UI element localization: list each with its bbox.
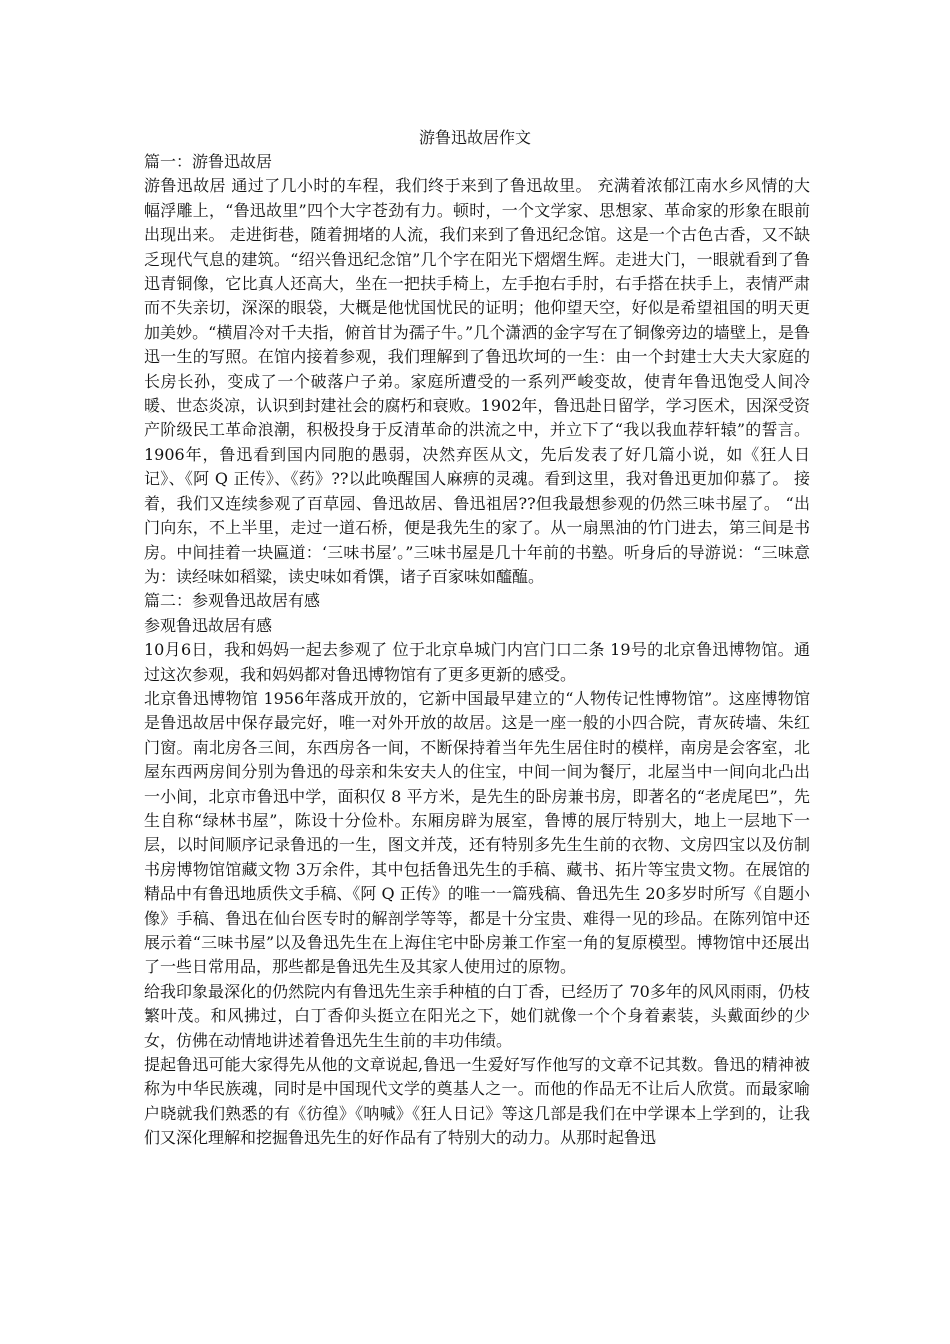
section-2-paragraph: 给我印象最深化的仍然院内有鲁迅先生亲手种植的白丁香，已经历了 70多年的风风雨雨，仍枝繁叶茂。和风拂过，白丁香仰头挺立在阳光之下，她们就像一个个身着素装，头戴面纱的少女，仿佛在动情地讲述着鲁迅先生生前的丰功伟绩。 <box>144 981 810 1050</box>
section-2-paragraph: 北京鲁迅博物馆 1956年落成开放的，它新中国最早建立的“人物传记性博物馆”。这座博物馆是鲁迅故居中保存最完好，唯一对外开放的故居。这是一座一般的小四合院，青灰砖墙、朱红门窗。南北房各三间，东西房各一间，不断保持着当年先生居住时的模样，南房是会客室，北屋东西两房间分别为鲁迅的母亲和朱安夫人的住宝，中间一间为餐厅，北屋当中一间向北凸出一小间，北京市鲁迅中学，面积仅 8 平方米，是先生的卧房兼书房，即著名的“老虎尾巴”，先生自称“绿林书屋”，陈设十分俭朴。东厢房辟为展室，鲁博的展厅特别大，地上一层地下一层，以时间顺序记录鲁迅的一生，图文并茂，还有特别多先生生前的衣物、文房四宝以及仿制书房博物馆馆藏文物 3万余件，其中包括鲁迅先生的手稿、藏书、拓片等宝贵文物。在展馆的精品中有鲁迅地质佚文手稿、《阿 Q 正传》的唯一一篇残稿、鲁迅先生 20多岁时所写《自题小像》手稿、鲁迅在仙台医专时的解剖学等等，都是十分宝贵、难得一见的珍品。在陈列馆中还展示着“三味书屋”以及鲁迅先生在上海住宅中卧房兼工作室一角的复原模型。博物馆中还展出了一些日常用品，那些都是鲁迅先生及其家人使用过的原物。 <box>144 688 810 977</box>
document-body <box>144 150 810 1151</box>
document-title: 游鲁迅故居作文 <box>418 128 531 147</box>
section-2-paragraph: 10月6日，我和妈妈一起去参观了 位于北京阜城门内宫门口二条 19号的北京鲁迅博物馆。通过这次参观，我和妈妈都对鲁迅博物馆有了更多更新的感受。 <box>144 640 810 684</box>
section-heading-2: 篇二：参观鲁迅故居有感 <box>144 591 321 611</box>
section-2-subtitle: 参观鲁迅故居有感 <box>144 615 273 635</box>
section-heading-1: 篇一：游鲁迅故居 <box>144 152 273 171</box>
section-2-paragraph: 提起鲁迅可能大家得先从他的文章说起,鲁迅一生爱好写作他写的文章不记其数。鲁迅的精神被称为中华民族魂，同时是中国现代文学的奠基人之一。而他的作品无不让后人欣赏。而最家喻户晓就我们熟悉的有《彷徨》《呐喊》《狂人日记》等这几部是我们在中学课本上学到的，让我们又深化理解和挖掘鲁迅先生的好作品有了特别大的动力。从那时起鲁迅 <box>144 1055 810 1148</box>
section-1-paragraph: 游鲁迅故居 通过了几小时的车程，我们终于来到了鲁迅故里。 充满着浓郁江南水乡风情的大幅浮雕上，“鲁迅故里”四个大字苍劲有力。顿时，一个文学家、思想家、革命家的形象在眼前出现出来。 走进街巷，随着拥堵的人流，我们来到了鲁迅纪念馆。这是一个古色古香，又不缺乏现代气息的建筑。“绍兴鲁迅纪念馆”几个字在阳光下熠熠生辉。走进大门，一眼就看到了鲁迅青铜像，它比真人还高大，坐在一把扶手椅上，左手抱右手肘，右手搭在扶手上，表情严肃而不失亲切，深深的眼袋，大概是他忧国忧民的证明；他仰望天空，好似是希望祖国的明天更加美妙。“横眉冷对千夫指，俯首甘为孺子牛。”几个潇洒的金字写在了铜像旁边的墙壁上，是鲁迅一生的写照。在馆内接着参观，我们理解到了鲁迅坎坷的一生：由一个封建士大夫大家庭的长房长孙，变成了一个破落户子弟。家庭所遭受的一系列严峻变故，使青年鲁迅饱受人间冷暖、世态炎凉，认识到封建社会的腐朽和衰败。1902年，鲁迅赴日留学，学习医术，因深受资产阶级民工革命浪潮，积极投身于反清革命的洪流之中，并立下了“我以我血荐轩辕”的誓言。1906年，鲁迅看到国内同胞的愚弱，决然弃医从文，先后发表了好几篇小说，如《狂人日记》、《阿 Q 正传》、《药》??以此唤醒国人麻痹的灵魂。看到这里，我对鲁迅更加仰慕了。 接着，我们又连续参观了百草园、鲁迅故居、鲁迅祖居??但我最想参观的仍然三味书屋了。 “出门向东，不上半里，走过一道石桥，便是我先生的家了。从一扇黑油的竹门进去，第三间是书房。中间挂着一块匾道：‘三味书屋’。”三味书屋是几十年前的书塾。听身后的导游说：“三味意为：读经味如稻粱，读史味如肴馔，诸子百家味如醯醢。 <box>144 176 810 586</box>
